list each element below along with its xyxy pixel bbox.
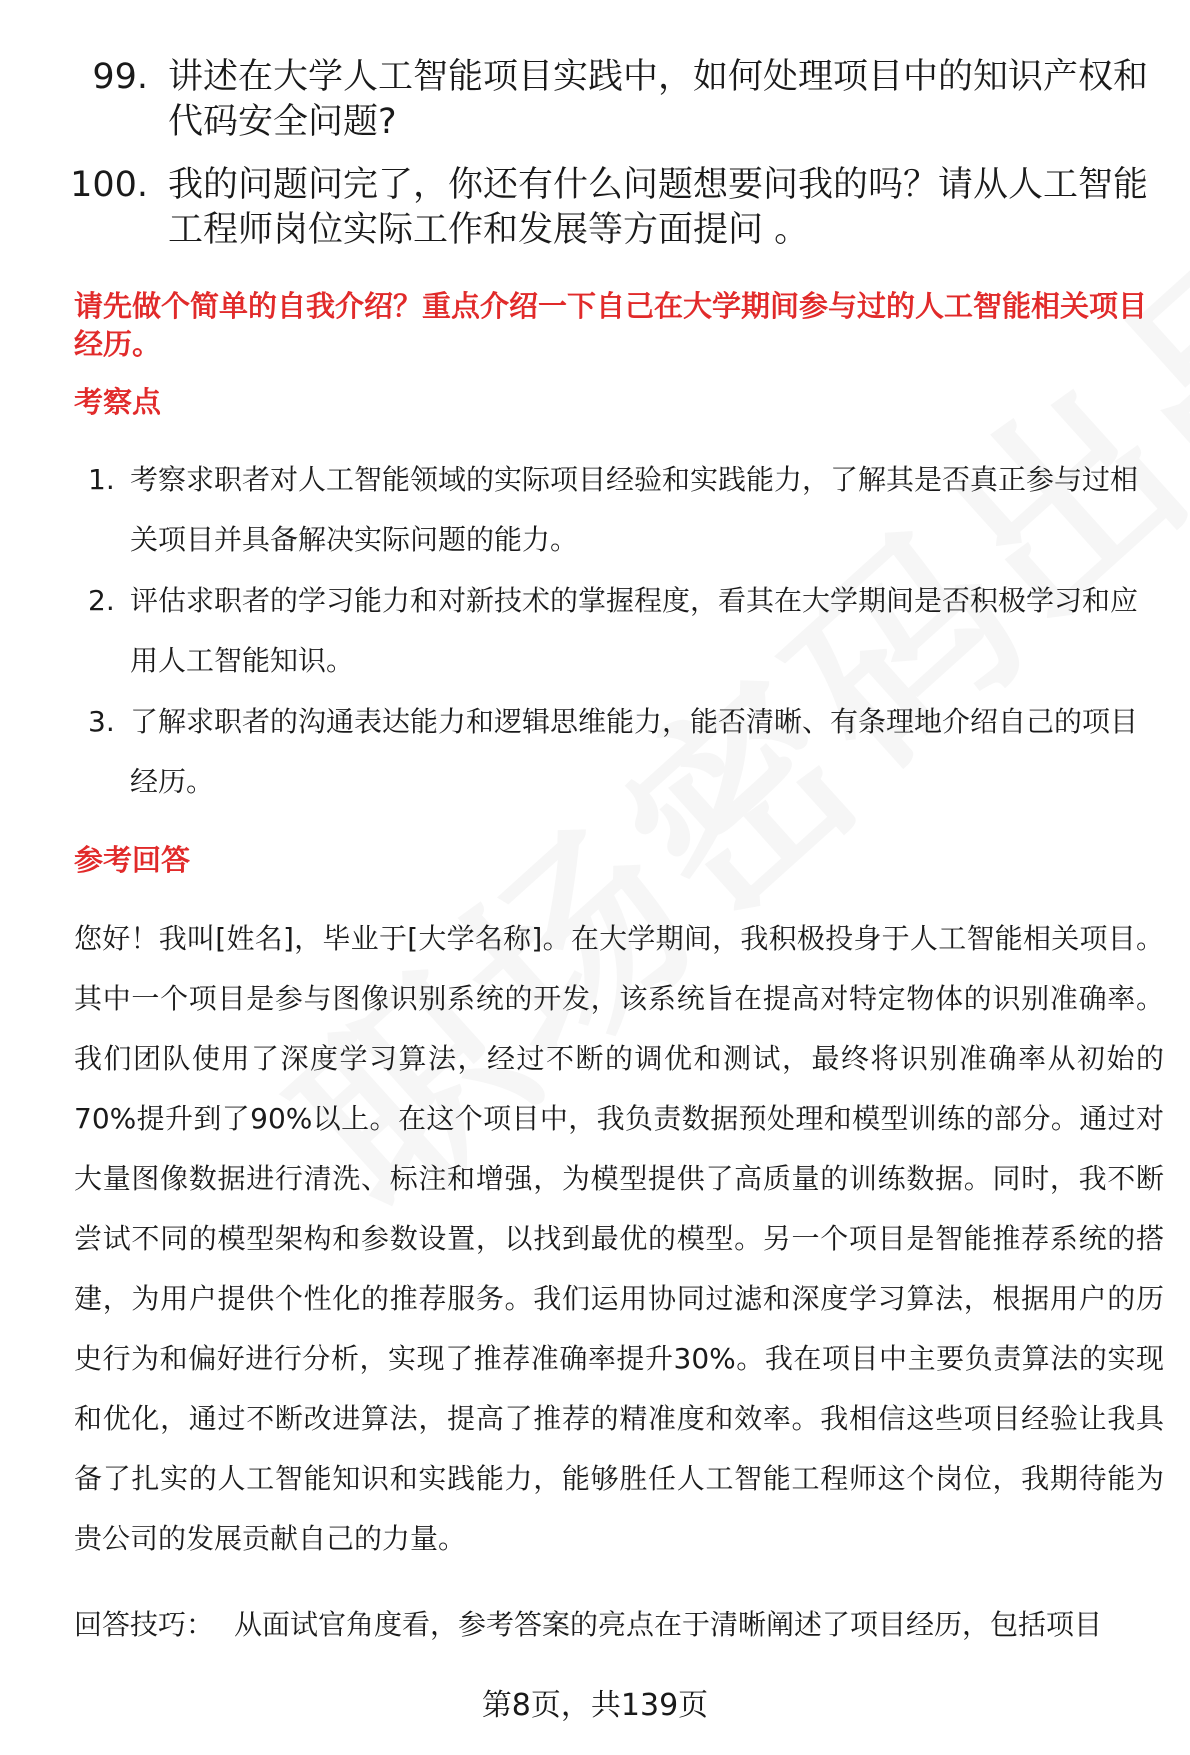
kaocha-point xyxy=(74,571,1164,691)
page-footer: 第8页，共139页 xyxy=(481,1688,709,1723)
kaocha-point xyxy=(74,450,1164,570)
kaocha-heading: 考察点 xyxy=(74,385,162,419)
answer-body: 您好！我叫[姓名]，毕业于[大学名称]。在大学期间，我积极投身于人工智能相关项目。其中一个项目是参与图像识别系统的开发，该系统旨在提高对特定物体的识别准确率。我们团队使用了深度学习算法，经过不断的调优和测试，最终将识别准确率从初始的70%提升到了90%以上。在这个项目中，我负责数据预处理和模型训练的部分。通过对大量图像数据进行清洗、标注和增强，为模型提供了高质量的训练数据。同时，我不断尝试不同的模型架构和参数设置，以找到最优的模型。另一个项目是智能推荐系统的搭建，为用户提供个性化的推荐服务。我们运用协同过滤和深度学习算法，根据用户的历史行为和偏好进行分析，实现了推荐准确率提升30%。我在项目中主要负责算法的实现和优化，通过不断改进算法，提高了推荐的精准度和效率。我相信这些项目经验让我具备了扎实的人工智能知识和实践能力，能够胜任人工智能工程师这个岗位，我期待能为贵公司的发展贡献自己的力量。 xyxy=(74,922,1164,1555)
point-number: 2. xyxy=(88,584,115,617)
question-title: 请先做个简单的自我介绍？重点介绍一下自己在大学期间参与过的人工智能相关项目经历。 xyxy=(74,289,1148,361)
point-text: 评估求职者的学习能力和对新技术的掌握程度，看其在大学期间是否积极学习和应用人工智能知识。 xyxy=(130,584,1139,677)
question-text: 我的问题问完了，你还有什么问题想要问我的吗？请从人工智能工程师岗位实际工作和发展等方面提问 。 xyxy=(168,165,1149,250)
question-item-100 xyxy=(40,163,1150,253)
point-text: 了解求职者的沟通表达能力和逻辑思维能力，能否清晰、有条理地介绍自己的项目经历。 xyxy=(130,705,1139,798)
tip-label: 回答技巧： xyxy=(74,1608,215,1641)
question-number: 99. xyxy=(92,57,148,97)
tip-text: 从面试官角度看，参考答案的亮点在于清晰阐述了项目经历，包括项目 xyxy=(234,1608,1103,1641)
question-item-99 xyxy=(40,55,1150,145)
point-number: 1. xyxy=(88,463,115,496)
kaocha-point xyxy=(74,692,1164,812)
point-number: 3. xyxy=(88,705,115,738)
answer-heading: 参考回答 xyxy=(74,843,191,877)
answer-tip xyxy=(74,1595,1174,1655)
point-text: 考察求职者对人工智能领域的实际项目经验和实践能力，了解其是否真正参与过相关项目并具备解决实际问题的能力。 xyxy=(130,463,1139,556)
question-number: 100. xyxy=(70,165,148,205)
question-text: 讲述在大学人工智能项目实践中，如何处理项目中的知识产权和代码安全问题? xyxy=(168,57,1149,142)
